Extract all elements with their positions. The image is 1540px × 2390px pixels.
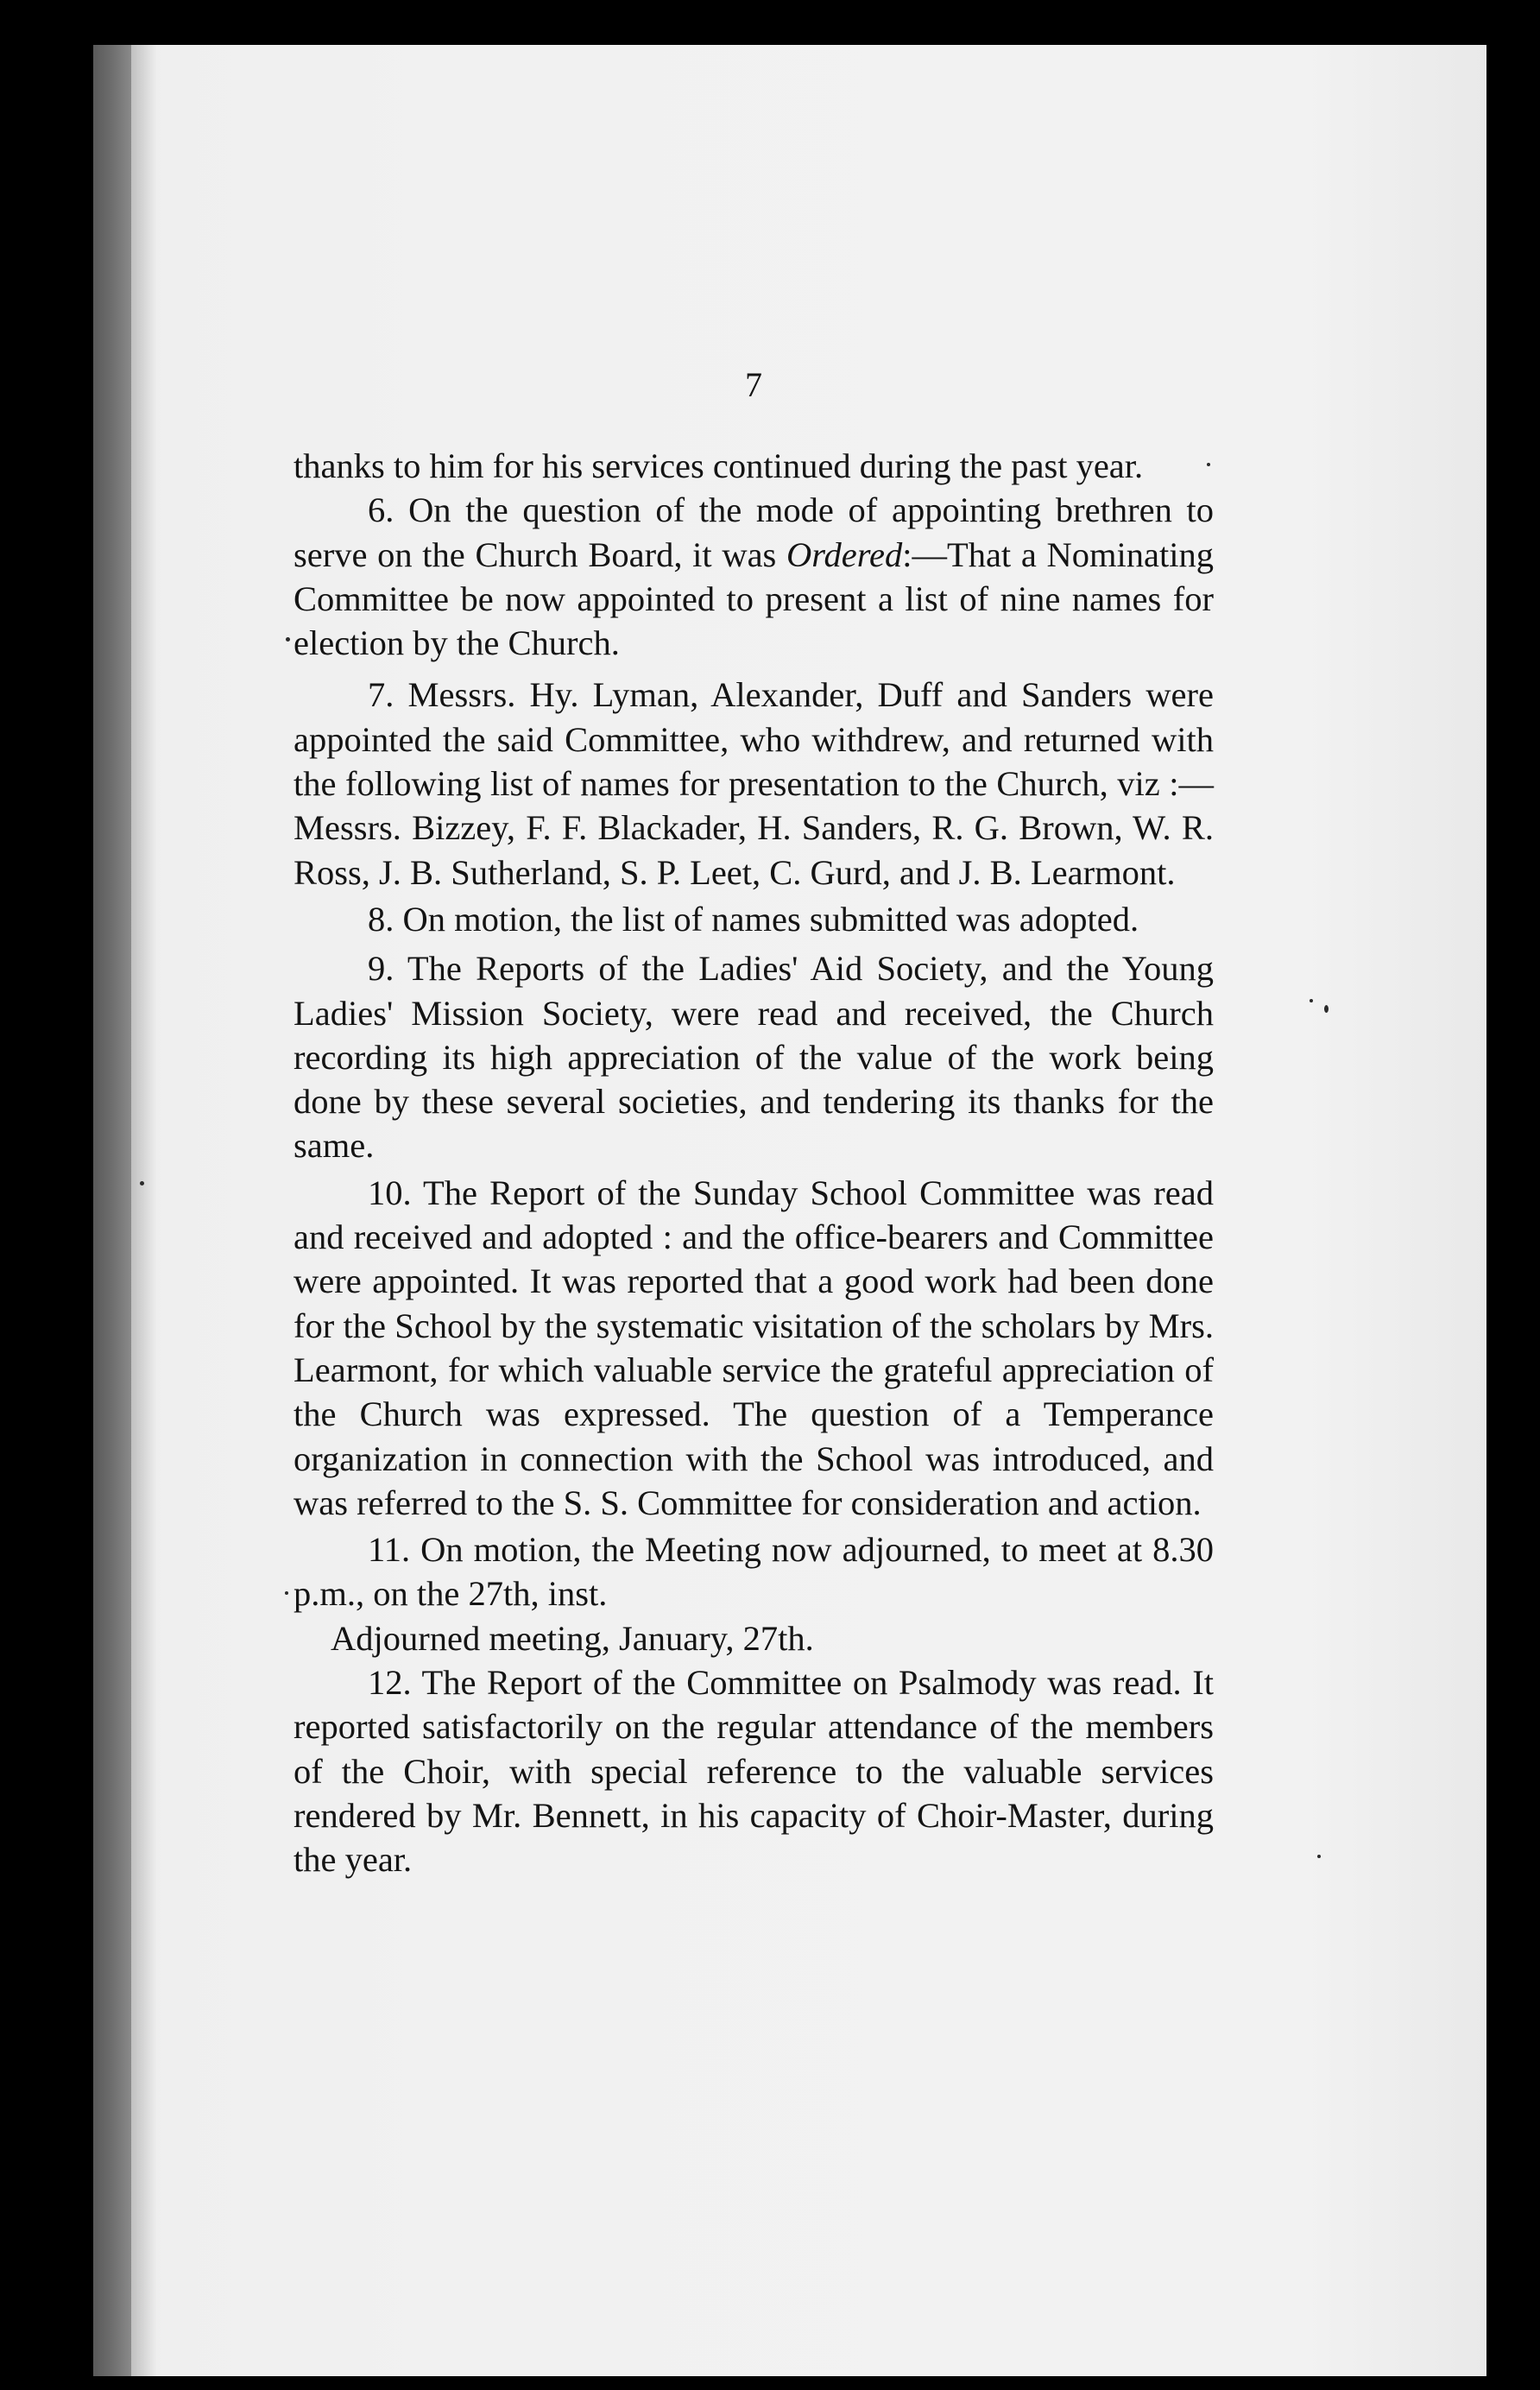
- paragraph-text: The Report of the Sunday School Committee was read and received and adopted : and the office-bearers and Committee were appointed. It was reported that a good work had been done for the School by the systematic visitation of the scholars by Mrs. Learmont, for which valuable service the grateful appreciation of the Church was expressed. The question of a Temperance organization in connection with the School was introduced, and was referred to the S. S. Committee for consideration and action.: [293, 1173, 1214, 1522]
- scan-speck: [1317, 1855, 1321, 1858]
- emphasis-ordered: Ordered: [786, 534, 903, 574]
- paragraph-10: [293, 1171, 1214, 1525]
- page-number: 7: [745, 365, 762, 404]
- paragraph-text: thanks to him for his services continued during the past year.: [293, 446, 1144, 485]
- section-number: 7.: [368, 675, 394, 715]
- paragraph-continued: [293, 444, 1214, 488]
- paragraph-text: On the question of the mode of appointing brethren to serve on the Church Board, it was: [293, 490, 1215, 574]
- section-number: 8.: [368, 899, 394, 939]
- paragraph-text: On motion, the Meeting now adjourned, to meet at 8.30 p.m., on the 27th, inst.: [293, 1530, 1215, 1614]
- paragraph-text: Adjourned meeting, January, 27th.: [331, 1618, 814, 1658]
- paragraph-text: On motion, the list of names submitted was adopted.: [402, 899, 1139, 939]
- paragraph-9: [293, 946, 1214, 1167]
- binding-shadow: [131, 45, 157, 2376]
- paragraph-text: The Report of the Committee on Psalmody was read. It reported satisfactorily on the regular attendance of the members of the Choir, with special reference to the valuable services rendered by Mr. Bennett, in his capacity of Choir-Master, during the year.: [293, 1663, 1214, 1880]
- section-number: 9.: [368, 949, 394, 989]
- scan-speck: [1310, 999, 1313, 1002]
- paragraph-text: The Reports of the Ladies' Aid Society, and the Young Ladies' Mission Society, were read and received, the Church recording its high appreciation of the value of the work being done by these several societies, and tendering its thanks for the same.: [293, 949, 1214, 1166]
- section-number: 6.: [368, 490, 394, 530]
- scan-speck: [140, 1181, 144, 1186]
- scan-speck: [286, 637, 290, 642]
- paragraph-text: Messrs. Hy. Lyman, Alexander, Duff and Sanders were appointed the said Committee, who withdrew, and returned with the following list of names for presentation to the Church, viz :—Messrs. Bizzey, F. F. Blackader, H. Sanders, R. G. Brown, W. R. Ross, J. B. Sutherland, S. P. Leet, C. Gurd, and J. B. Learmont.: [293, 675, 1214, 892]
- section-number: 10.: [368, 1173, 412, 1212]
- binding-edge: [93, 45, 131, 2376]
- paragraph-adjourned-meeting: [293, 1616, 1214, 1660]
- paragraph-7: [293, 673, 1214, 894]
- paragraph-12: [293, 1660, 1214, 1881]
- section-number: 12.: [368, 1663, 412, 1703]
- paragraph-6: [293, 488, 1214, 665]
- scan-speck: [285, 1591, 288, 1595]
- page-text: [293, 363, 1214, 1882]
- scan-speck: [1324, 1005, 1329, 1013]
- paragraph-text: :—That a Nominating Committee be now appointed to present a list of nine names for election by the Church.: [293, 534, 1215, 663]
- section-number: 11.: [368, 1530, 411, 1570]
- paragraph-8: [293, 897, 1214, 941]
- paragraph-11: [293, 1527, 1214, 1616]
